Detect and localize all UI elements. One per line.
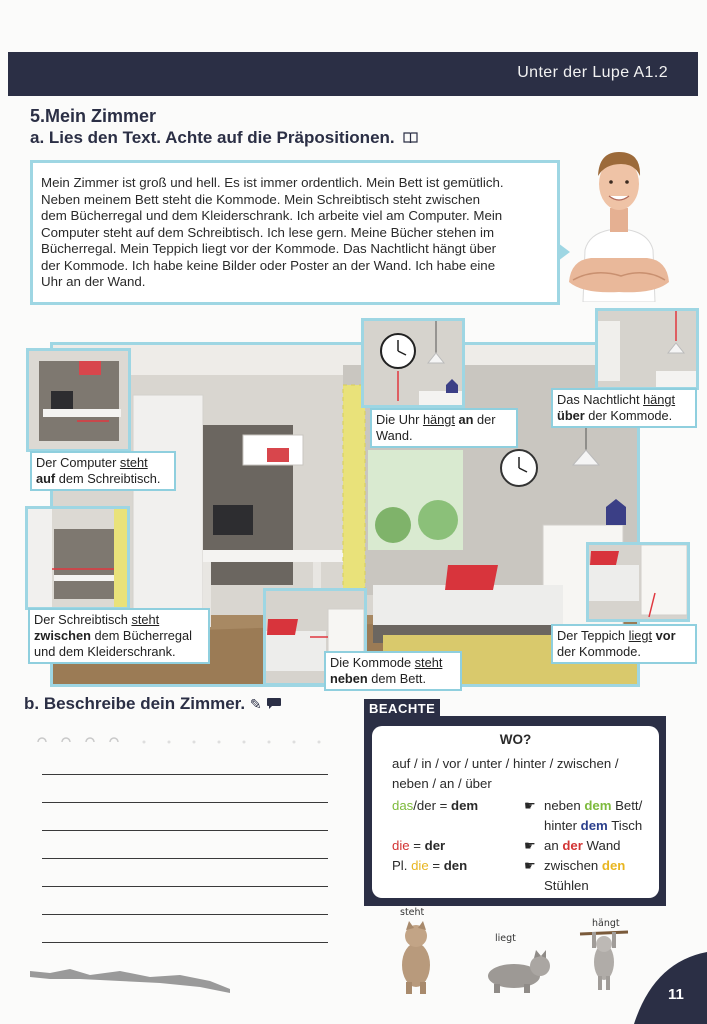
preposition: auf: [36, 471, 56, 486]
verb: hängt: [422, 412, 455, 427]
student-avatar: [565, 142, 673, 302]
writing-line[interactable]: [42, 942, 328, 943]
header-band: [8, 52, 698, 96]
example-neben: ☛ neben dem Bett/: [524, 798, 643, 813]
page-number: 11: [668, 986, 684, 1003]
verb: steht: [414, 655, 443, 670]
inset-clock: [361, 318, 465, 408]
reading-line: Neben meinem Bett steht die Kommode. Mein Schreibtisch steht zwischen: [41, 191, 481, 207]
task-a-text: a. Lies den Text. Achte auf die Präpositionen.: [30, 128, 395, 147]
caption-nightlight: Das Nachtlicht hängt über der Kommode.: [551, 388, 697, 428]
task-a-heading: [30, 128, 418, 148]
pointing-hand-icon: ☛: [524, 798, 536, 813]
pencil-icon: ✎: [249, 696, 262, 712]
section-title: 5.Mein Zimmer: [30, 106, 157, 126]
caption-dresser: Die Kommode steht neben dem Bett.: [324, 651, 462, 691]
verb: hängt: [643, 392, 676, 407]
pointing-hand-icon: ☛: [524, 858, 536, 873]
rule-plural: Pl. die = den: [392, 858, 468, 873]
speech-bubble-icon: [266, 697, 282, 710]
reading-line: Bücherregal. Mein Teppich liegt vor der Kommode. Das Nachtlicht hängt über: [41, 241, 497, 256]
inset-rug: [586, 542, 690, 622]
example-stuehlen: Stühlen: [544, 878, 589, 893]
inset-desk: [25, 506, 130, 610]
writing-line[interactable]: [42, 802, 328, 803]
example-hinter: hinter dem Tisch: [544, 818, 643, 833]
preposition-list-2: neben / an / über: [392, 776, 492, 791]
caption-rug: Der Teppich liegt vor der Kommode.: [551, 624, 697, 664]
example-zwischen: ☛ zwischen den: [524, 858, 626, 873]
pointing-hand-icon: ☛: [524, 838, 536, 853]
preposition: zwischen: [34, 628, 91, 643]
preposition-list: auf / in / vor / unter / hinter / zwischen /: [392, 756, 619, 771]
cat-hanging-image: [578, 928, 630, 992]
task-b-heading: [24, 694, 282, 714]
verb: steht: [119, 455, 148, 470]
inset-nightlight: [595, 308, 699, 390]
reading-line: Uhr an der Wand.: [41, 274, 146, 289]
task-b-text: b. Beschreibe dein Zimmer.: [24, 694, 246, 713]
rule-das-der: das/der = dem: [392, 798, 479, 813]
preposition: über: [557, 408, 585, 423]
caption-desk: Der Schreibtisch steht zwischen dem Bücherregal und dem Kleiderschrank.: [28, 608, 210, 664]
cat-label-haengt: hängt: [592, 918, 620, 929]
writing-line[interactable]: [42, 914, 328, 915]
preposition: vor: [655, 628, 676, 643]
cat-label-liegt: liegt: [495, 933, 516, 944]
verb: steht: [131, 612, 160, 627]
caption-computer: Der Computer steht auf dem Schreibtisch.: [30, 451, 176, 491]
notebook-spiral: [34, 732, 334, 746]
reading-text-box: [30, 160, 560, 305]
cat-lying-image: [480, 948, 554, 994]
torn-paper-edge: [30, 963, 230, 1003]
beachte-tag: BEACHTE: [364, 699, 440, 718]
beachte-inner: [372, 726, 659, 898]
example-an: ☛ an der Wand: [524, 838, 621, 853]
reading-line: Computer steht auf dem Schreibtisch. Ich lese gern. Meine Bücher stehen im: [41, 224, 495, 240]
cat-standing-image: [394, 920, 438, 996]
caption-clock: Die Uhr hängt an der Wand.: [370, 408, 518, 448]
writing-line[interactable]: [42, 774, 328, 775]
verb: liegt: [628, 628, 653, 643]
reading-line: dem Bücherregal und dem Kleiderschrank. Ich arbeite viel am Computer. Mein: [41, 208, 503, 223]
book-icon: [403, 132, 418, 144]
preposition: neben: [330, 671, 368, 686]
writing-line[interactable]: [42, 858, 328, 859]
inset-computer: [26, 348, 131, 452]
writing-line[interactable]: [42, 886, 328, 887]
beachte-heading: WO?: [499, 732, 532, 747]
beachte-box: [364, 716, 666, 906]
writing-lines[interactable]: [42, 774, 328, 970]
reading-line: der Kommode. Ich habe keine Bilder oder Poster an der Wand. Ich habe eine: [41, 257, 496, 273]
reading-line: Mein Zimmer ist groß und hell. Es ist immer ordentlich. Mein Bett ist gemütlich.: [41, 175, 504, 190]
cat-label-steht: steht: [400, 907, 425, 918]
writing-line[interactable]: [42, 830, 328, 831]
book-title: Unter der Lupe A1.2: [517, 64, 668, 81]
preposition: an: [458, 412, 474, 427]
rule-die: die = der: [392, 838, 446, 853]
